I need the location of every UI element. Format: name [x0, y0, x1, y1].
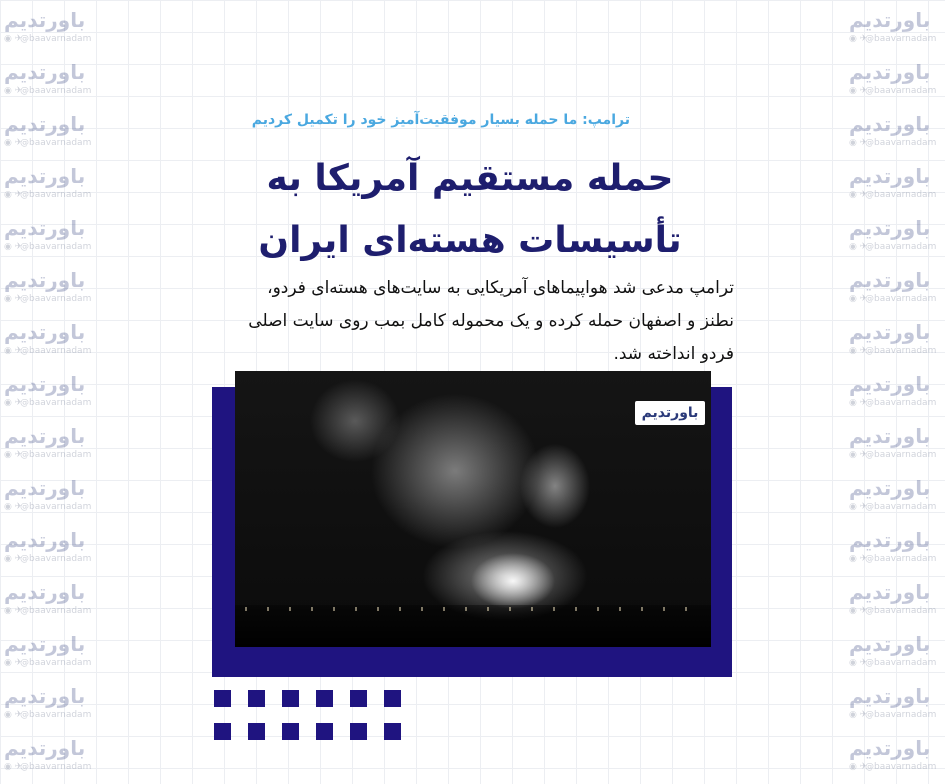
- watermark-handle: @baavarnadam: [865, 86, 937, 96]
- watermark-item: [845, 368, 941, 420]
- watermark-social-icons: ◉ ✈: [849, 34, 868, 44]
- watermark-logo: باورتدیم: [4, 684, 86, 708]
- watermark-handle: @baavarnadam: [865, 398, 937, 408]
- decor-square: [316, 723, 333, 740]
- watermark-item: [0, 732, 96, 784]
- decor-square: [248, 690, 265, 707]
- watermark-logo: باورتدیم: [849, 632, 931, 656]
- watermark-item: [0, 472, 96, 524]
- watermark-item: [845, 680, 941, 732]
- watermark-logo: باورتدیم: [4, 736, 86, 760]
- watermark-logo: باورتدیم: [849, 424, 931, 448]
- watermark-handle: @baavarnadam: [20, 450, 92, 460]
- watermark-item: [0, 420, 96, 472]
- watermark-item: [0, 160, 96, 212]
- watermark-handle: @baavarnadam: [20, 710, 92, 720]
- watermark-social-icons: ◉ ✈: [4, 710, 23, 720]
- watermark-logo: باورتدیم: [849, 216, 931, 240]
- watermark-social-icons: ◉ ✈: [4, 138, 23, 148]
- decor-square: [282, 723, 299, 740]
- watermark-logo: باورتدیم: [849, 580, 931, 604]
- watermark-logo: باورتدیم: [4, 476, 86, 500]
- decor-square: [384, 723, 401, 740]
- watermark-logo: باورتدیم: [4, 164, 86, 188]
- watermark-social-icons: ◉ ✈: [849, 658, 868, 668]
- watermark-item: [0, 56, 96, 108]
- watermark-logo: باورتدیم: [4, 216, 86, 240]
- watermark-social-icons: ◉ ✈: [849, 242, 868, 252]
- watermark-handle: @baavarnadam: [20, 554, 92, 564]
- watermark-handle: @baavarnadam: [20, 242, 92, 252]
- watermark-handle: @baavarnadam: [865, 554, 937, 564]
- watermark-social-icons: ◉ ✈: [4, 34, 23, 44]
- watermark-logo: باورتدیم: [849, 164, 931, 188]
- watermark-handle: @baavarnadam: [20, 502, 92, 512]
- watermark-logo: باورتدیم: [849, 60, 931, 84]
- article-kicker: ترامپ: ما حمله بسیار موفقیت‌آمیز خود را تکمیل کردیم: [251, 112, 630, 128]
- watermark-logo: باورتدیم: [849, 736, 931, 760]
- watermark-handle: @baavarnadam: [20, 762, 92, 772]
- watermark-social-icons: ◉ ✈: [849, 294, 868, 304]
- explosion-photo: [235, 371, 711, 647]
- watermark-social-icons: ◉ ✈: [4, 762, 23, 772]
- watermark-item: [845, 628, 941, 680]
- watermark-handle: @baavarnadam: [20, 294, 92, 304]
- watermark-social-icons: ◉ ✈: [4, 242, 23, 252]
- watermark-handle: @baavarnadam: [20, 86, 92, 96]
- watermark-logo: باورتدیم: [4, 268, 86, 292]
- decor-square: [214, 723, 231, 740]
- watermark-logo: باورتدیم: [4, 60, 86, 84]
- watermark-handle: @baavarnadam: [20, 346, 92, 356]
- watermark-item: [0, 4, 96, 56]
- watermark-logo: باورتدیم: [4, 112, 86, 136]
- watermark-social-icons: ◉ ✈: [849, 554, 868, 564]
- article-headline: حمله مستقیم آمریکا به تأسیسات هسته‌ای ایران: [258, 158, 682, 261]
- watermark-handle: @baavarnadam: [20, 606, 92, 616]
- watermark-handle: @baavarnadam: [865, 34, 937, 44]
- watermark-handle: @baavarnadam: [20, 190, 92, 200]
- watermark-handle: @baavarnadam: [865, 190, 937, 200]
- decorative-squares: [214, 690, 404, 740]
- watermark-social-icons: ◉ ✈: [849, 346, 868, 356]
- watermark-item: [0, 576, 96, 628]
- watermark-item: [845, 524, 941, 576]
- watermark-social-icons: ◉ ✈: [4, 502, 23, 512]
- watermark-item: [845, 576, 941, 628]
- decor-square: [350, 723, 367, 740]
- photo-watermark-logo: باورتدیم: [635, 401, 705, 425]
- watermark-item: [0, 628, 96, 680]
- watermark-item: [845, 56, 941, 108]
- watermark-item: [0, 524, 96, 576]
- watermark-handle: @baavarnadam: [865, 658, 937, 668]
- watermark-logo: باورتدیم: [4, 372, 86, 396]
- decor-square: [350, 690, 367, 707]
- watermark-social-icons: ◉ ✈: [4, 554, 23, 564]
- photo-ground: [235, 605, 711, 647]
- decor-square: [214, 690, 231, 707]
- watermark-social-icons: ◉ ✈: [849, 762, 868, 772]
- watermark-handle: @baavarnadam: [20, 138, 92, 148]
- watermark-logo: باورتدیم: [849, 112, 931, 136]
- watermark-handle: @baavarnadam: [865, 346, 937, 356]
- watermark-social-icons: ◉ ✈: [849, 710, 868, 720]
- watermark-handle: @baavarnadam: [865, 138, 937, 148]
- watermark-logo: باورتدیم: [4, 424, 86, 448]
- watermark-item: [845, 160, 941, 212]
- watermark-item: [845, 420, 941, 472]
- watermark-strip-right: [845, 0, 945, 772]
- watermark-logo: باورتدیم: [4, 320, 86, 344]
- watermark-social-icons: ◉ ✈: [849, 502, 868, 512]
- watermark-logo: باورتدیم: [4, 632, 86, 656]
- decor-square: [248, 723, 265, 740]
- watermark-social-icons: ◉ ✈: [849, 398, 868, 408]
- watermark-strip-left: [0, 0, 100, 772]
- watermark-handle: @baavarnadam: [865, 242, 937, 252]
- watermark-item: [845, 316, 941, 368]
- watermark-item: [845, 732, 941, 784]
- watermark-handle: @baavarnadam: [865, 294, 937, 304]
- watermark-item: [0, 316, 96, 368]
- watermark-social-icons: ◉ ✈: [849, 86, 868, 96]
- watermark-handle: @baavarnadam: [865, 450, 937, 460]
- watermark-logo: باورتدیم: [4, 528, 86, 552]
- watermark-social-icons: ◉ ✈: [849, 450, 868, 460]
- watermark-social-icons: ◉ ✈: [4, 346, 23, 356]
- watermark-logo: باورتدیم: [4, 580, 86, 604]
- watermark-handle: @baavarnadam: [865, 606, 937, 616]
- watermark-item: [0, 108, 96, 160]
- watermark-item: [845, 212, 941, 264]
- watermark-social-icons: ◉ ✈: [4, 658, 23, 668]
- watermark-logo: باورتدیم: [849, 372, 931, 396]
- watermark-social-icons: ◉ ✈: [4, 190, 23, 200]
- article-deck: ترامپ مدعی شد هواپیماهای آمریکایی به سایت‌های هسته‌ای فردو، نطنز و اصفهان حمله کرده و یک محموله کامل بمب روی سایت اصلی فردو انداخته شد.: [248, 278, 734, 364]
- watermark-item: [845, 264, 941, 316]
- watermark-handle: @baavarnadam: [865, 762, 937, 772]
- watermark-item: [0, 368, 96, 420]
- watermark-handle: @baavarnadam: [20, 398, 92, 408]
- watermark-logo: باورتدیم: [849, 476, 931, 500]
- watermark-logo: باورتدیم: [849, 684, 931, 708]
- decor-square: [282, 690, 299, 707]
- watermark-item: [845, 472, 941, 524]
- watermark-social-icons: ◉ ✈: [849, 606, 868, 616]
- watermark-handle: @baavarnadam: [20, 34, 92, 44]
- watermark-item: [0, 264, 96, 316]
- watermark-item: [0, 212, 96, 264]
- watermark-social-icons: ◉ ✈: [4, 450, 23, 460]
- decor-square: [316, 690, 333, 707]
- watermark-logo: باورتدیم: [849, 528, 931, 552]
- watermark-social-icons: ◉ ✈: [4, 398, 23, 408]
- watermark-handle: @baavarnadam: [865, 710, 937, 720]
- photo-city-lights: [245, 607, 701, 611]
- watermark-item: [845, 4, 941, 56]
- watermark-social-icons: ◉ ✈: [849, 138, 868, 148]
- watermark-logo: باورتدیم: [849, 8, 931, 32]
- watermark-logo: باورتدیم: [849, 320, 931, 344]
- watermark-social-icons: ◉ ✈: [4, 294, 23, 304]
- watermark-item: [845, 108, 941, 160]
- decor-square: [384, 690, 401, 707]
- watermark-handle: @baavarnadam: [865, 502, 937, 512]
- watermark-item: [0, 680, 96, 732]
- watermark-handle: @baavarnadam: [20, 658, 92, 668]
- watermark-logo: باورتدیم: [849, 268, 931, 292]
- watermark-social-icons: ◉ ✈: [4, 606, 23, 616]
- watermark-social-icons: ◉ ✈: [849, 190, 868, 200]
- watermark-social-icons: ◉ ✈: [4, 86, 23, 96]
- watermark-logo: باورتدیم: [4, 8, 86, 32]
